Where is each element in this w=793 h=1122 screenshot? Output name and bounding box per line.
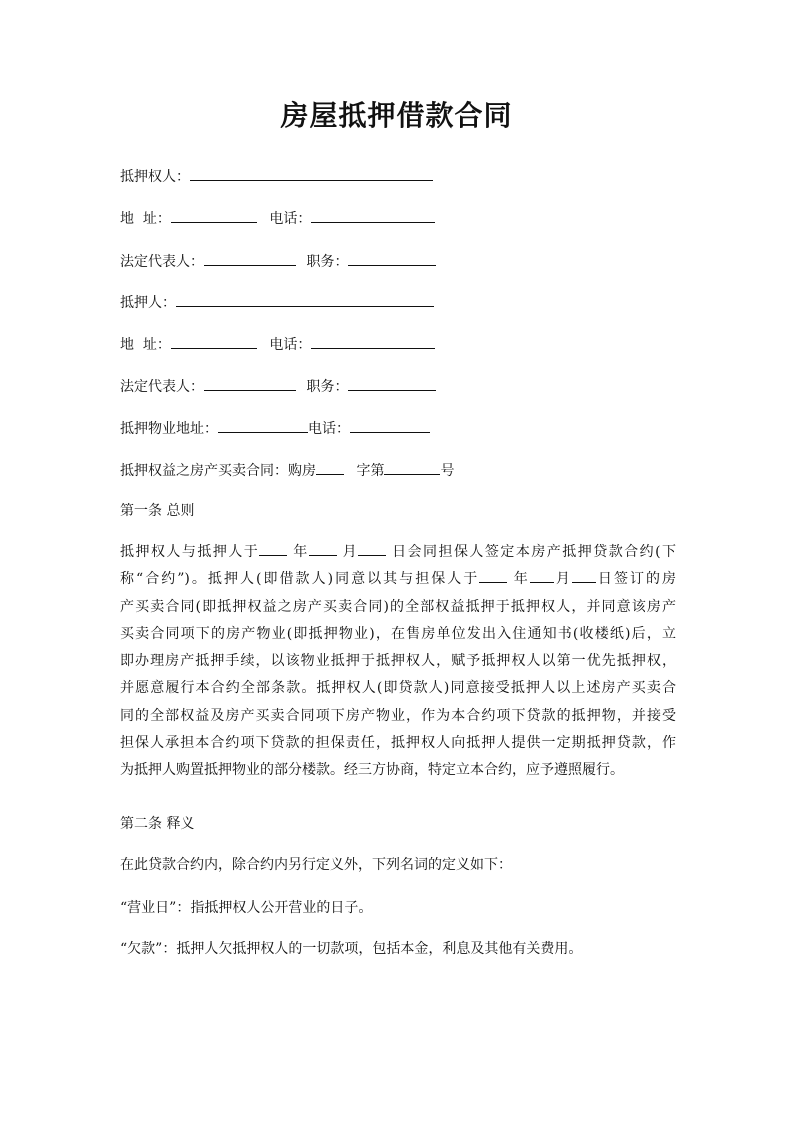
text-segment: 月 bbox=[342, 544, 359, 560]
article1-body bbox=[120, 539, 676, 785]
mortgagee-address-line bbox=[120, 208, 435, 229]
position-label: 职务： bbox=[306, 379, 349, 395]
day-blank bbox=[358, 541, 386, 556]
text-segment: 月 bbox=[553, 571, 572, 588]
mortgagor-line bbox=[120, 292, 434, 313]
phone-blank bbox=[311, 334, 435, 349]
phone-label: 电话： bbox=[269, 337, 312, 353]
property-address-blank bbox=[218, 418, 308, 433]
position-label: 职务： bbox=[306, 254, 349, 270]
property-address-label: 抵押物业地址： bbox=[120, 421, 218, 437]
article1-heading: 第一条 总则 bbox=[120, 503, 195, 519]
document-title: 房屋抵押借款合同 bbox=[280, 99, 513, 132]
property-phone-blank bbox=[350, 418, 430, 433]
article1-line-6: 并愿意履行本合约全部条款。抵押权人(即贷款人)同意接受抵押人以上述房产买卖合 bbox=[120, 680, 676, 697]
contract-zi-label: 字第 bbox=[356, 463, 385, 479]
legal-rep-blank bbox=[204, 376, 296, 391]
address-label: 地 址： bbox=[120, 211, 171, 227]
text-segment: 日签订的房 bbox=[595, 571, 677, 588]
mortgagee-blank bbox=[190, 166, 433, 181]
article1-line-8: 担保人承担本合约项下贷款的担保责任，抵押权人向抵押人提供一定期抵押贷款，作 bbox=[120, 735, 676, 752]
position-blank bbox=[348, 376, 436, 391]
mortgagor-address-line bbox=[120, 334, 435, 355]
article2-heading: 第二条 释义 bbox=[120, 816, 195, 832]
mortgagor-blank bbox=[176, 292, 434, 307]
contract-blank-2 bbox=[384, 460, 440, 475]
mortgagor-label: 抵押人： bbox=[120, 295, 176, 311]
phone-label: 电话： bbox=[269, 211, 312, 227]
text-segment: 年 bbox=[293, 544, 309, 560]
mortgagor-rep-line bbox=[120, 376, 436, 397]
article1-line-5: 即办理房产抵押手续，以该物业抵押于抵押权人，赋予抵押权人以第一优先抵押权， bbox=[120, 653, 676, 670]
address-label: 地 址： bbox=[120, 337, 171, 353]
phone-blank bbox=[311, 208, 435, 223]
definition-arrears: “欠款”：抵押人欠抵押权人的一切款项，包括本金，利息及其他有关费用。 bbox=[120, 941, 583, 957]
mortgagee-rep-line bbox=[120, 251, 436, 272]
text-segment: 抵押权人与抵押人于 bbox=[120, 544, 260, 560]
legal-rep-label: 法定代表人： bbox=[120, 379, 204, 395]
article1-line-3: 产买卖合同(即抵押权益之房产买卖合同)的全部权益抵押于抵押权人，并同意该房产 bbox=[120, 598, 676, 615]
property-phone-label: 电话： bbox=[308, 421, 350, 437]
year-blank bbox=[479, 568, 507, 583]
year-blank bbox=[259, 541, 287, 556]
contract-blank-1 bbox=[316, 460, 344, 475]
legal-rep-blank bbox=[204, 251, 296, 266]
month-blank bbox=[530, 568, 554, 583]
contract-hao-label: 号 bbox=[440, 463, 455, 479]
legal-rep-label: 法定代表人： bbox=[120, 254, 204, 270]
text-segment: 年 bbox=[513, 571, 530, 588]
mortgagee-label: 抵押权人： bbox=[120, 169, 190, 185]
position-blank bbox=[348, 251, 436, 266]
article2-intro: 在此贷款合约内，除合约内另行定义外，下列名词的定义如下： bbox=[120, 857, 512, 873]
article1-line-2 bbox=[120, 566, 676, 593]
sale-contract-label: 抵押权益之房产买卖合同：购房 bbox=[120, 463, 316, 479]
sale-contract-line bbox=[120, 460, 454, 481]
text-segment: 日会同担保人签定本房产抵押贷款合约(下 bbox=[392, 544, 677, 560]
article1-line-9: 为抵押人购置抵押物业的部分楼款。经三方协商，特定立本合约，应予遵照履行。 bbox=[120, 762, 624, 779]
text-segment: 称“合约”)。抵押人(即借款人)同意以其与担保人于 bbox=[120, 571, 480, 588]
article1-line-7: 同的全部权益及房产买卖合同项下房产物业，作为本合约项下贷款的抵押物，并接受 bbox=[120, 707, 676, 724]
day-blank bbox=[572, 568, 596, 583]
address-blank bbox=[171, 334, 257, 349]
address-blank bbox=[171, 208, 257, 223]
mortgagee-line bbox=[120, 166, 433, 187]
property-address-line bbox=[120, 418, 430, 439]
definition-business-day: “营业日”：指抵押权人公开营业的日子。 bbox=[120, 900, 373, 916]
article1-line-1 bbox=[120, 539, 676, 566]
article1-line-4: 买卖合同项下的房产物业(即抵押物业)，在售房单位发出入住通知书(收楼纸)后，立 bbox=[120, 625, 676, 642]
month-blank bbox=[309, 541, 337, 556]
